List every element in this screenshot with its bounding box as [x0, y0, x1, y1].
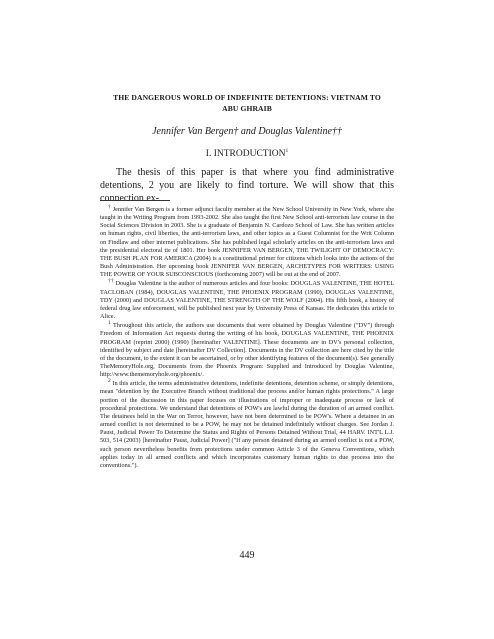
footnote-author-2 — [100, 280, 394, 321]
body-paragraph: The thesis of this paper is that where you find administrative detentions, 2 you are likely to find torture. We will show that this connection ex- — [100, 167, 394, 204]
footnote-divider — [100, 200, 170, 201]
footnote-author-1 — [100, 203, 395, 279]
footnote-text: In this article, the terms administrative detentions, indefinite detentions, detention scheme, or simply detentions, mean "detention by the Executive Branch without traditional due process and/or human rights protections." A large portion of the discussion in this paper focuses on illustrations of improper or inadequate process or lack of procedural protections. We understand that detentions of POW's are lawful during the duration of an armed conflict. The detainees held in the War on Terror, however, have not been determined to be POW's. Where a detainee in an armed conflict is not determined to be a POW, he may not be detained indefinitely without charges. See Jordan J. Paust, Judicial Power To Determine the Status and Rights of Persons Detained Without Trial, 44 HARV. INT'L L.J. 503, 514 (2003) [hereinafter Paust, Judicial Power] ("If any person detained during an armed conflict is not a POW, such person nevertheless benefits from protections under common Article 3 of the Geneva Conventions, which applies today in all armed conflicts and which incorporates customary human rights to due process into the conventions."). — [100, 380, 394, 469]
footnote-text: Douglas Valentine is the author of numerous articles and four books: DOUGLAS VALENTINE, THE HOTEL TACLOBAN (1984), DOUGLAS VALENTINE, THE PHOENIX PROGRAM (1990), DOUGLAS VALENTINE, TDY (2000) and DOUGLAS VALENTINE, THE STRENGTH OF THE WOLF (2004). His fifth book, a history of federal drug law enforcement, will be published next year by University Press of Kansas. He dedicates this article to Alice. — [100, 280, 395, 321]
footnote-marker: 1 — [108, 320, 111, 327]
footnote-1 — [100, 322, 394, 379]
footnote-marker: † — [108, 203, 111, 210]
footnote-marker: †† — [108, 278, 114, 285]
section-footnote-marker: 1 — [285, 147, 289, 154]
page-number: 449 — [239, 550, 255, 561]
section-heading-text: I. INTRODUCTION — [205, 149, 286, 159]
author-line: Jennifer Van Bergen† and Douglas Valentine†† — [152, 126, 342, 137]
footnote-2 — [100, 380, 394, 470]
footnote-marker: 2 — [108, 378, 111, 385]
article-title — [100, 93, 394, 114]
footnotes — [100, 203, 395, 471]
footnote-text: Throughout this article, the authors use documents that were obtained by Douglas Valentine ("DV") through Freedom of Information Act requests during the writing of his book, DOUGLAS VALENTINE, THE PHOENIX PROGRAM (reprint 2000) (1990) [hereinafter VALENTINE]. These documents are in DV's personal collection, identified by subject and date [hereinafter DV Collection]. Documents in the DV collection are here cited by the title of the document, to the extent it can be ascertained, or by other identifying features of the document(s). See generally TheMemoryHole.org, Documents from the Phoenix Program: Supplied and Introduced by Douglas Valentine, http://www.thememoryhole.org/phoenix/. — [100, 322, 394, 379]
footnote-text: Jennifer Van Bergen is a former adjunct faculty member at the New School University in New York, where she taught in the Writing Program from 1993-2002. She also taught the first New School anti-terrorism law course in the Social Sciences Division in 2003. She is a graduate of Benjamin N. Cardozo School of Law. She has written articles on human rights, civil liberties, the anti-terrorism laws, and other topics as a Guest Columnist for the Writ Column on Findlaw and other internet publications. She has published legal scholarly articles on the anti-terrorism laws and the presidential electoral tie of 1801. Her book JENNIFER VAN BERGEN, THE TWILIGHT OF DEMOCRACY: THE BUSH PLAN FOR AMERICA (2004) is a constitutional primer for citizens which looks into the actions of the Bush Administration. Her upcoming book JENNIFER VAN BERGEN, ARCHETYPES FOR WRITERS: USING THE POWER OF YOUR SUBCONSCIOUS (forthcoming 2007) will be out at the end of 2007. — [100, 206, 395, 279]
title-line-2: ABU GHRAIB — [222, 103, 272, 113]
section-heading — [100, 148, 394, 160]
title-line-1: THE DANGEROUS WORLD OF INDEFINITE DETENTIONS: VIETNAM TO — [113, 93, 381, 102]
